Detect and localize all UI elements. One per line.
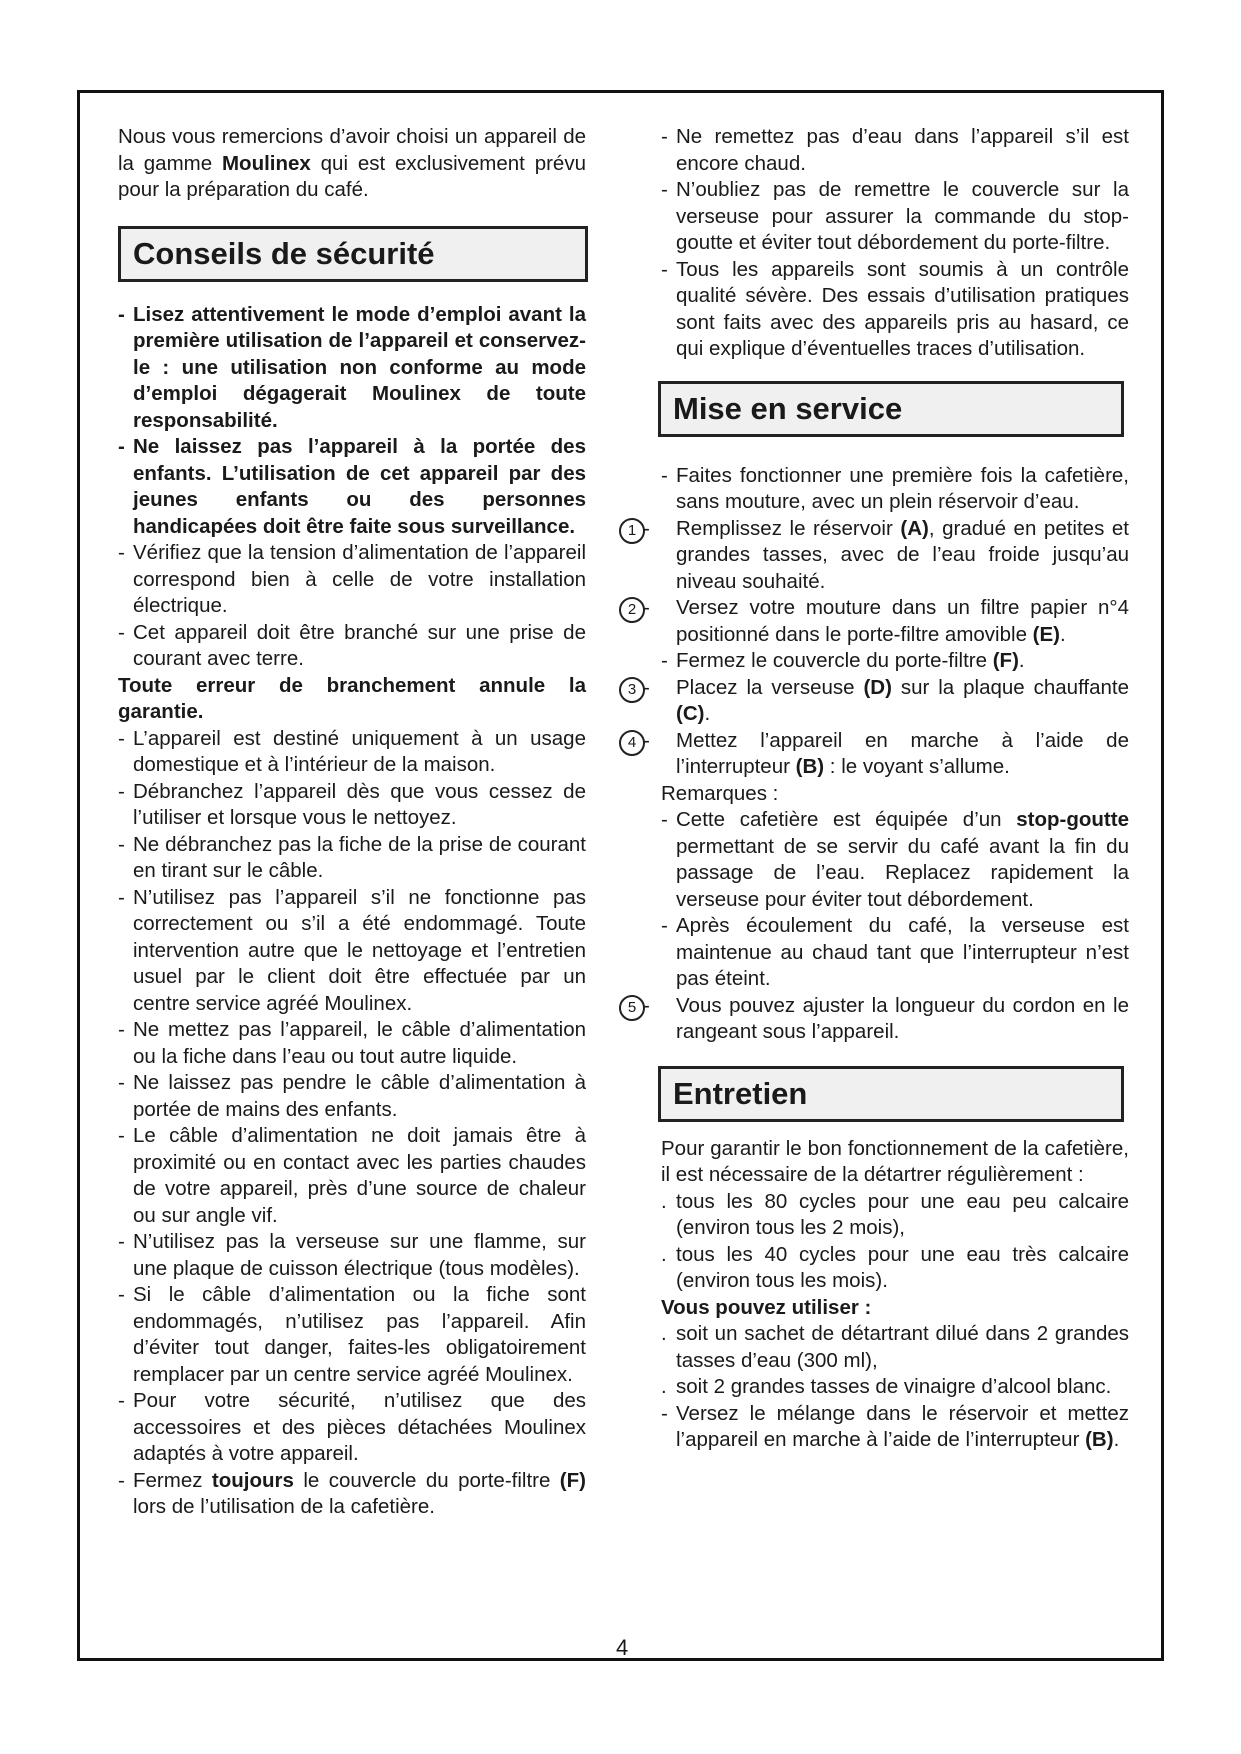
safety-item: - Le câble d’alimentation ne doit jamais être à proximité ou en contact avec les parties chaudes de votre appareil, près d’une source de chaleur ou sur angle vif.: [118, 1124, 586, 1227]
safety-item: - Ne mettez pas l’appareil, le câble d’alimentation ou la fiche dans l’eau ou tout autre liquide.: [118, 1018, 586, 1068]
safety-item: - Ne remettez pas d’eau dans l’appareil s’il est encore chaud.: [661, 125, 1129, 175]
section-title-entretien: Entretien: [658, 1066, 1124, 1122]
remark-item: - Cette cafetière est équipée d’un stop-goutte permettant de se servir du café avant la fin du passage de l’eau. Replacez rapidement la verseuse pour éviter tout débordement.: [661, 808, 1129, 911]
intro-paragraph: Nous vous remercions d’avoir choisi un appareil de la gamme Moulinex qui est exclusivement prévu pour la préparation du café.: [118, 125, 586, 201]
left-column: [118, 124, 586, 1521]
safety-item: - Ne débranchez pas la fiche de la prise de courant en tirant sur le câble.: [118, 832, 586, 882]
step-number-icon: 3: [619, 677, 645, 703]
cycle-item: . tous les 80 cycles pour une eau peu calcaire (environ tous les 2 mois),: [661, 1189, 1129, 1239]
safety-item: - Vérifiez que la tension d’alimentation de l’appareil correspond bien à celle de votre installation électrique.: [118, 541, 586, 617]
brand-name: Moulinex: [221, 151, 311, 175]
cycle-item: . tous les 40 cycles pour une eau très calcaire (environ tous les mois).: [661, 1242, 1129, 1292]
safety-item: - Cet appareil doit être branché sur une prise de courant avec terre.: [118, 620, 586, 670]
safety-item: - Débranchez l’appareil dès que vous cessez de l’utiliser et lorsque vous le nettoyez.: [118, 779, 586, 829]
setup-step-1: 1 - Remplissez le réservoir (A), gradué en petites et grandes tasses, avec de l’eau froide jusqu’au niveau souhaité.: [661, 516, 1129, 596]
safety-item: - Fermez toujours le couvercle du porte-filtre (F) lors de l’utilisation de la cafetière.: [118, 1468, 586, 1518]
safety-item: - N’utilisez pas l’appareil s’il ne fonctionne pas correctement ou s’il a été endommagé. Toute intervention autre que le nettoyage et l’entretien usuel par le client doit être effectuée par un centre service agréé Moulinex.: [118, 885, 586, 1015]
step-number-icon: 4: [619, 730, 645, 756]
safety-item: - Ne laissez pas pendre le câble d’alimentation à portée de mains des enfants.: [118, 1071, 586, 1121]
setup-step-2: 2 - Versez votre mouture dans un filtre papier n°4 positionné dans le porte-filtre amovible (E).: [661, 595, 1129, 648]
setup-step-5: 5 - Vous pouvez ajuster la longueur du cordon en le rangeant sous l’appareil.: [661, 993, 1129, 1046]
safety-item: - Lisez attentivement le mode d’emploi avant la première utilisation de l’appareil et conservez-le : une utilisation non conforme au mode d’emploi dégagerait Moulinex de toute responsabilité.: [118, 302, 586, 432]
section-title-mise-en-service: Mise en service: [658, 381, 1124, 437]
setup-step-2b: - Fermez le couvercle du porte-filtre (F).: [661, 649, 1025, 672]
setup-step-3: 3 - Placez la verseuse (D) sur la plaque chauffante (C).: [661, 675, 1129, 728]
safety-item: - N’utilisez pas la verseuse sur une flamme, sur une plaque de cuisson électrique (tous modèles).: [118, 1230, 586, 1280]
safety-item: - Ne laissez pas l’appareil à la portée des enfants. L’utilisation de cet appareil par des jeunes enfants ou des personnes handicapées doit être faite sous surveillance.: [118, 435, 586, 538]
maintenance-intro: Pour garantir le bon fonctionnement de la cafetière, il est nécessaire de la détartrer régulièrement :: [661, 1136, 1129, 1186]
step-number-icon: 1: [619, 518, 645, 544]
setup-intro: - Faites fonctionner une première fois la cafetière, sans mouture, avec un plein réservoir d’eau.: [661, 463, 1129, 513]
option-item: . soit un sachet de détartrant dilué dans 2 grandes tasses d’eau (300 ml),: [661, 1322, 1129, 1372]
setup-step-4: 4 - Mettez l’appareil en marche à l’aide de l’interrupteur (B) : le voyant s’allume.: [661, 728, 1129, 781]
option-item: . soit 2 grandes tasses de vinaigre d’alcool blanc.: [661, 1375, 1112, 1398]
safety-item: - Si le câble d’alimentation ou la fiche sont endommagés, n’utilisez pas l’appareil. Afin d’éviter tout danger, faites-les obligatoirement remplacer par un centre service agréé Moulinex.: [118, 1283, 586, 1386]
remark-item: - Après écoulement du café, la verseuse est maintenue au chaud tant que l’interrupteur n’est pas éteint.: [661, 914, 1129, 990]
remarks-label: Remarques :: [661, 781, 779, 805]
right-column: [627, 124, 1130, 1454]
safety-item: - L’appareil est destiné uniquement à un usage domestique et à l’intérieur de la maison.: [118, 726, 586, 776]
use-label: Vous pouvez utiliser :: [661, 1295, 872, 1319]
step-number-icon: 5: [619, 995, 645, 1021]
safety-item: - N’oubliez pas de remettre le couvercle sur la verseuse pour assurer la commande du stop-goutte et éviter tout débordement du porte-filtre.: [661, 178, 1129, 254]
page-number: 4: [616, 1635, 629, 1660]
step-number-icon: 2: [619, 597, 645, 623]
maintenance-final: - Versez le mélange dans le réservoir et mettez l’appareil en marche à l’aide de l’interrupteur (B).: [661, 1401, 1129, 1451]
safety-item: - Pour votre sécurité, n’utilisez que des accessoires et des pièces détachées Moulinex adaptés à votre appareil.: [118, 1389, 586, 1465]
safety-item: - Tous les appareils sont soumis à un contrôle qualité sévère. Des essais d’utilisation pratiques sont faits avec des appareils pris au hasard, ce qui explique d’éventuelles traces d’utilisation.: [661, 257, 1129, 360]
section-title-securite: Conseils de sécurité: [118, 226, 588, 282]
warranty-warning: Toute erreur de branchement annule la garantie.: [118, 673, 586, 723]
